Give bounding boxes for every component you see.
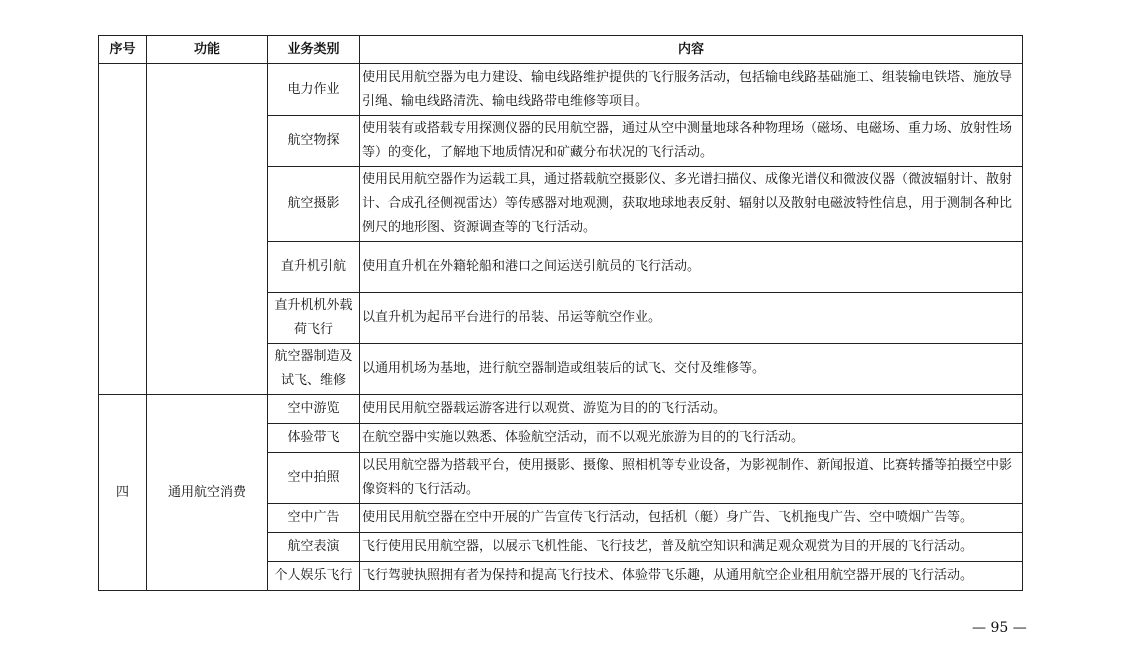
table-header-row [99, 36, 1023, 64]
row-type: 直升机机外载荷飞行 [268, 293, 360, 344]
row-content: 飞行使用民用航空器，以展示飞机性能、飞行技艺，普及航空知识和满足观众观赏为目的开展的飞行活动。 [360, 533, 1023, 562]
row-type: 航空器制造及试飞、维修 [268, 344, 360, 395]
group-four-func: 通用航空消费 [147, 395, 268, 591]
group-prev-func [147, 64, 268, 395]
service-category-table [98, 35, 1023, 591]
row-type: 直升机引航 [268, 242, 360, 293]
row-content: 使用民用航空器载运游客进行以观赏、游览为目的的飞行活动。 [360, 395, 1023, 424]
header-content: 内容 [360, 36, 1023, 64]
row-content: 使用民用航空器作为运载工具，通过搭载航空摄影仪、多光谱扫描仪、成像光谱仪和微波仪器（微波辐射计、散射计、合成孔径侧视雷达）等传感器对地观测，获取地球地表反射、辐射以及散射电磁波特性信息，用于测制各种比例尺的地形图、资源调查等的飞行活动。 [360, 167, 1023, 242]
group-four-num: 四 [99, 395, 147, 591]
row-type: 空中广告 [268, 504, 360, 533]
row-type: 空中拍照 [268, 453, 360, 504]
row-type: 体验带飞 [268, 424, 360, 453]
row-content: 在航空器中实施以熟悉、体验航空活动，而不以观光旅游为目的的飞行活动。 [360, 424, 1023, 453]
row-type: 空中游览 [268, 395, 360, 424]
table-row [99, 64, 1023, 116]
row-content: 以通用机场为基地，进行航空器制造或组装后的试飞、交付及维修等。 [360, 344, 1023, 395]
row-type: 航空物探 [268, 116, 360, 167]
row-type: 航空表演 [268, 533, 360, 562]
row-content: 使用装有或搭载专用探测仪器的民用航空器，通过从空中测量地球各种物理场（磁场、电磁场、重力场、放射性场等）的变化，了解地下地质情况和矿藏分布状况的飞行活动。 [360, 116, 1023, 167]
table-row [99, 395, 1023, 424]
row-type: 电力作业 [268, 64, 360, 116]
row-content: 以直升机为起吊平台进行的吊装、吊运等航空作业。 [360, 293, 1023, 344]
header-func: 功能 [147, 36, 268, 64]
row-type: 个人娱乐飞行 [268, 562, 360, 591]
header-type: 业务类别 [268, 36, 360, 64]
row-content: 使用民用航空器为电力建设、输电线路维护提供的飞行服务活动，包括输电线路基础施工、组装输电铁塔、施放导引绳、输电线路清洗、输电线路带电维修等项目。 [360, 64, 1023, 116]
header-num: 序号 [99, 36, 147, 64]
page-number: — 95 — [972, 620, 1027, 636]
row-content: 飞行驾驶执照拥有者为保持和提高飞行技术、体验带飞乐趣，从通用航空企业租用航空器开展的飞行活动。 [360, 562, 1023, 591]
row-content: 以民用航空器为搭载平台，使用摄影、摄像、照相机等专业设备，为影视制作、新闻报道、比赛转播等拍摄空中影像资料的飞行活动。 [360, 453, 1023, 504]
row-content: 使用直升机在外籍轮船和港口之间运送引航员的飞行活动。 [360, 242, 1023, 293]
group-prev-num [99, 64, 147, 395]
row-type: 航空摄影 [268, 167, 360, 242]
row-content: 使用民用航空器在空中开展的广告宣传飞行活动，包括机（艇）身广告、飞机拖曳广告、空中喷烟广告等。 [360, 504, 1023, 533]
